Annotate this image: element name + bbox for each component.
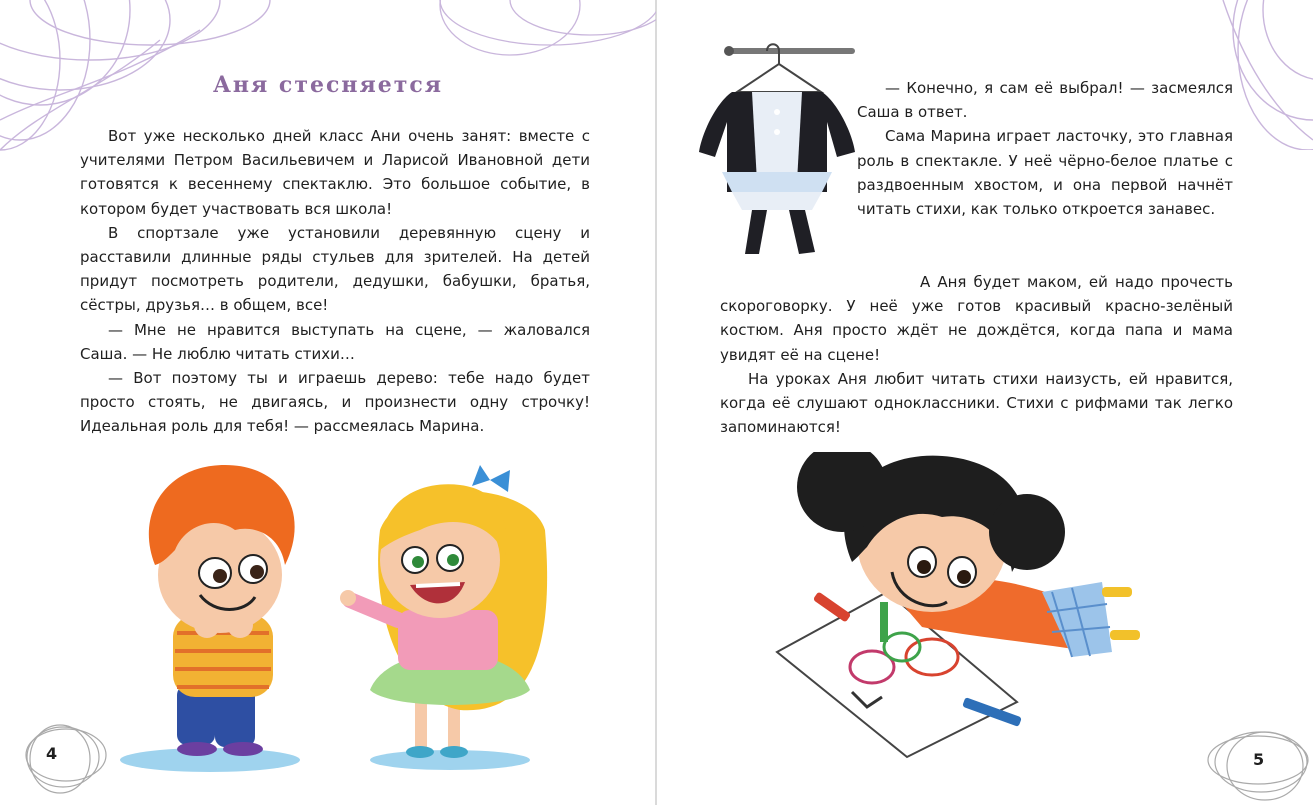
paragraph: В спортзале уже установили деревянную сцену и расставили длинные ряды стульев для зрителей. На детей придут посмотреть родители, дедушки, бабушки, братья, сёстры, друзья… в общем, все! bbox=[80, 223, 590, 315]
paragraph: Вот уже несколько дней класс Ани очень занят: вместе с учителями Петром Васильевичем и Ларисой Ивановной дети готовятся к весеннему спектаклю. Это большое событие, в котором будет участвовать вся школа! bbox=[80, 127, 590, 218]
paragraph: — Конечно, я сам её выбрал! — засмеялся Саша в ответ. bbox=[857, 79, 1233, 122]
anya-drawing-illustration bbox=[772, 452, 1152, 762]
page-number: 4 bbox=[46, 744, 58, 763]
right-text-block-top bbox=[857, 76, 1233, 221]
scribble-decoration-top-middle bbox=[430, 0, 656, 60]
left-page bbox=[0, 0, 656, 805]
left-text-block bbox=[80, 124, 590, 439]
right-text-block-bottom bbox=[720, 270, 1233, 439]
marina-illustration bbox=[340, 460, 570, 780]
page-title: Аня стесняется bbox=[213, 72, 443, 98]
right-page bbox=[657, 0, 1313, 805]
sasha-illustration bbox=[115, 455, 315, 775]
paragraph: Сама Марина играет ласточку, это главная роль в спектакле. У неё чёрно-белое платье с раздвоенным хвостом, и она первой начнёт читать стихи, как только откроется занавес. bbox=[857, 127, 1233, 219]
paragraph: А Аня будет маком, ей надо прочесть скороговорку. У неё уже готов красивый красно-зелёный костюм. Аня просто ждёт не дождётся, когда папа и мама увидят её на сцене! bbox=[720, 273, 1233, 364]
scribble-decoration-page-number-left bbox=[18, 712, 108, 802]
page-number: 5 bbox=[1253, 750, 1265, 769]
paragraph: — Мне не нравится выступать на сцене, — жаловался Саша. — Не люблю читать стихи… bbox=[80, 320, 590, 363]
paragraph: На уроках Аня любит читать стихи наизусть, ей нравится, когда её слушают одноклассники. Стихи с рифмами так легко запоминаются! bbox=[720, 369, 1233, 437]
paragraph: — Вот поэтому ты и играешь дерево: тебе надо будет просто стоять, не двигаясь, и произнести одну строчку! Идеальная роль для тебя! — рассмеялась Марина. bbox=[80, 369, 590, 436]
costume-on-hanger-illustration bbox=[697, 42, 862, 257]
